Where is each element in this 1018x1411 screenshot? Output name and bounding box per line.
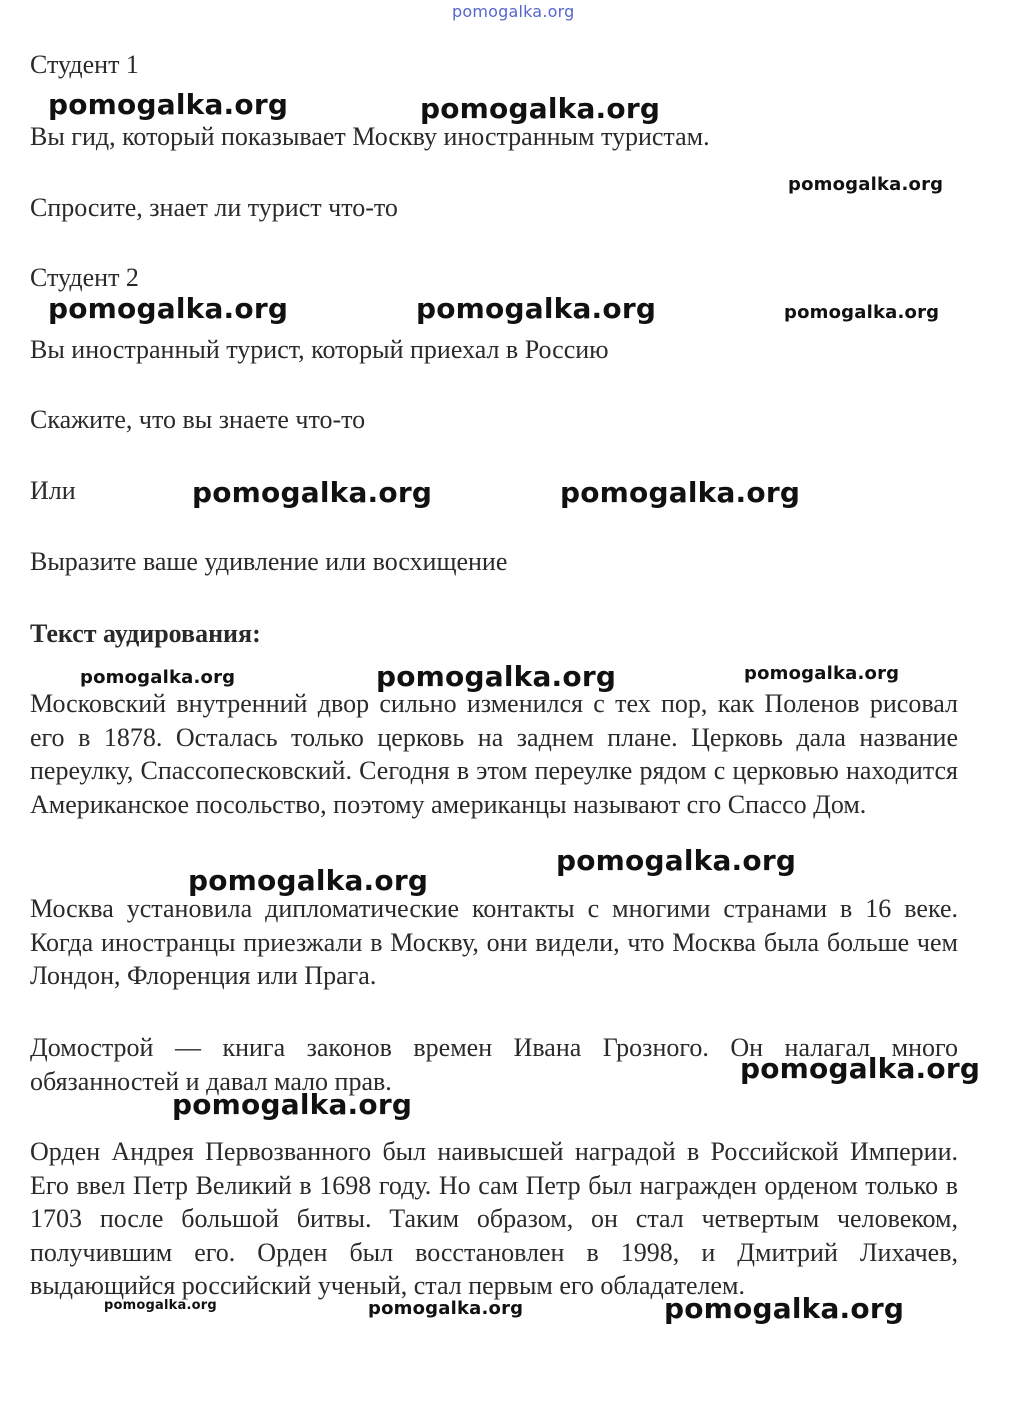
watermark-text: pomogalka.org	[744, 663, 900, 684]
watermark-text: pomogalka.org	[664, 1292, 905, 1325]
watermark-text: pomogalka.org	[556, 844, 797, 877]
watermark-text: pomogalka.org	[172, 1088, 413, 1121]
watermark-text: pomogalka.org	[376, 660, 617, 693]
paragraph-diplomacy: Москва установила дипломатические контакты с многими странами в 16 веке. Когда иностранцы приезжали в Москву, они видели, что Москва была больше чем Лондон, Флоренция или Прага.	[30, 894, 958, 990]
listening-heading: Текст аудирования:	[30, 619, 261, 648]
task-tourist-text: Вы иностранный турист, который приехал в Россию	[30, 335, 609, 364]
watermark-text: pomogalka.org	[784, 302, 940, 323]
watermark-text: pomogalka.org	[560, 476, 801, 509]
watermark-text: pomogalka.org	[416, 292, 657, 325]
watermark-text: pomogalka.org	[48, 88, 289, 121]
watermark-text: pomogalka.org	[188, 864, 429, 897]
watermark-text: pomogalka.org	[420, 92, 661, 125]
task-ask-text: Спросите, знает ли турист что-то	[30, 193, 398, 222]
watermark-text: pomogalka.org	[104, 1298, 217, 1313]
watermark-text: pomogalka.org	[740, 1052, 981, 1085]
or-label: Или	[30, 476, 76, 505]
watermark-text: pomogalka.org	[48, 292, 289, 325]
watermark-text: pomogalka.org	[788, 174, 944, 195]
task-express-text: Выразите ваше удивление или восхищение	[30, 547, 508, 576]
paragraph-courtyard: Московский внутренний двор сильно изменился с тех пор, как Поленов рисовал его в 1878. Осталась только церковь на заднем плане. Церковь дала название переулку, Спассопесковский. Сегодня в этом переулке рядом с церковью находится Американское посольство, поэтому американцы называют сго Спассо Дом.	[30, 689, 958, 819]
task-say-text: Скажите, что вы знаете что-то	[30, 405, 366, 434]
top-watermark: pomogalka.org	[452, 2, 575, 21]
task-guide-text: Вы гид, который показывает Москву иностранным туристам.	[30, 122, 710, 151]
student-2-label: Студент 2	[30, 263, 139, 292]
paragraph-order: Орден Андрея Первозванного был наивысшей наградой в Российской Империи. Его ввел Петр Великий в 1698 году. Но сам Петр был награжден орденом только в 1703 после большой битвы. Таким образом, он стал четвертым человеком, получившим его. Орден был восстановлен в 1998, и Дмитрий Лихачев, выдающийся российский ученый, стал первым его обладателем.	[30, 1137, 958, 1300]
watermark-text: pomogalka.org	[80, 667, 236, 688]
paragraph-domostroy: Домострой — книга законов времен Ивана Грозного. Он налагал много обязанностей и давал мало прав.	[30, 1033, 958, 1096]
student-1-label: Студент 1	[30, 50, 139, 79]
watermark-text: pomogalka.org	[368, 1298, 524, 1319]
watermark-text: pomogalka.org	[192, 476, 433, 509]
